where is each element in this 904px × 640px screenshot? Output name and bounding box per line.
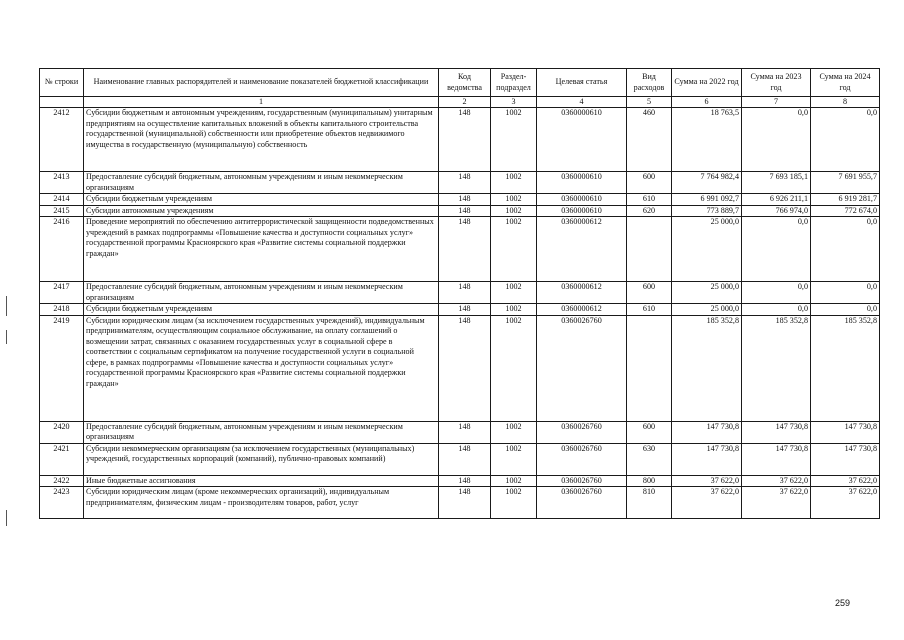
- expense-type: 630: [627, 443, 672, 475]
- amount-2022: 147 730,8: [672, 421, 742, 443]
- amount-2024: 0,0: [811, 217, 880, 282]
- table-row: [40, 487, 880, 519]
- target-article: 0360026760: [537, 315, 627, 421]
- department-code: 148: [439, 475, 491, 487]
- department-code: 148: [439, 282, 491, 304]
- amount-2024: 0,0: [811, 108, 880, 172]
- row-number: 2420: [40, 421, 84, 443]
- column-number: 2: [439, 97, 491, 108]
- amount-2023: 147 730,8: [742, 421, 811, 443]
- amount-2022: 37 622,0: [672, 487, 742, 519]
- margin-mark: [6, 296, 7, 316]
- row-number: 2414: [40, 194, 84, 206]
- row-number: 2419: [40, 315, 84, 421]
- expense-type: [627, 217, 672, 282]
- department-code: 148: [439, 205, 491, 217]
- amount-2024: 6 919 281,7: [811, 194, 880, 206]
- amount-2022: 18 763,5: [672, 108, 742, 172]
- amount-2022: 6 991 092,7: [672, 194, 742, 206]
- budget-table: [39, 68, 880, 519]
- amount-2022: 25 000,0: [672, 304, 742, 316]
- expense-type: 610: [627, 304, 672, 316]
- amount-2024: 0,0: [811, 282, 880, 304]
- amount-2023: 37 622,0: [742, 475, 811, 487]
- amount-2024: 37 622,0: [811, 475, 880, 487]
- department-code: 148: [439, 217, 491, 282]
- margin-mark: [6, 330, 7, 344]
- table-row: [40, 108, 880, 172]
- expense-type: 600: [627, 282, 672, 304]
- margin-mark: [6, 510, 7, 526]
- amount-2022: 773 889,7: [672, 205, 742, 217]
- amount-2023: 37 622,0: [742, 487, 811, 519]
- row-number: 2417: [40, 282, 84, 304]
- amount-2024: 147 730,8: [811, 421, 880, 443]
- table-row: [40, 315, 880, 421]
- amount-2022: 7 764 982,4: [672, 172, 742, 194]
- table-body: [40, 108, 880, 519]
- row-number: 2423: [40, 487, 84, 519]
- amount-2024: 147 730,8: [811, 443, 880, 475]
- row-number: 2421: [40, 443, 84, 475]
- amount-2024: 0,0: [811, 304, 880, 316]
- table-row: [40, 194, 880, 206]
- column-number: 4: [537, 97, 627, 108]
- section-code: 1002: [491, 304, 537, 316]
- section-code: 1002: [491, 205, 537, 217]
- page-number: 259: [835, 598, 851, 608]
- row-number: 2416: [40, 217, 84, 282]
- row-name: Субсидии бюджетным учреждениям: [84, 194, 439, 206]
- target-article: 0360026760: [537, 443, 627, 475]
- table-row: [40, 421, 880, 443]
- table-row: [40, 304, 880, 316]
- table-row: [40, 205, 880, 217]
- amount-2022: 185 352,8: [672, 315, 742, 421]
- amount-2024: 772 674,0: [811, 205, 880, 217]
- target-article: 0360026760: [537, 487, 627, 519]
- department-code: 148: [439, 194, 491, 206]
- table-row: [40, 172, 880, 194]
- row-name: Субсидии юридическим лицам (кроме некоммерческих организаций), индивидуальным предпринимателям, физическим лицам - производителям товаров, работ, услуг: [84, 487, 439, 519]
- amount-2023: 7 693 185,1: [742, 172, 811, 194]
- amount-2022: 147 730,8: [672, 443, 742, 475]
- column-number: 6: [672, 97, 742, 108]
- amount-2022: 37 622,0: [672, 475, 742, 487]
- row-name: Предоставление субсидий бюджетным, автономным учреждениям и иным некоммерческим организациям: [84, 421, 439, 443]
- column-number: 1: [84, 97, 439, 108]
- amount-2023: 0,0: [742, 282, 811, 304]
- amount-2023: 147 730,8: [742, 443, 811, 475]
- amount-2023: 0,0: [742, 108, 811, 172]
- section-code: 1002: [491, 282, 537, 304]
- table-row: [40, 217, 880, 282]
- section-code: 1002: [491, 421, 537, 443]
- expense-type: 620: [627, 205, 672, 217]
- table-row: [40, 282, 880, 304]
- amount-2023: 6 926 211,1: [742, 194, 811, 206]
- section-code: 1002: [491, 315, 537, 421]
- amount-2023: 766 974,0: [742, 205, 811, 217]
- target-article: 0360026760: [537, 421, 627, 443]
- target-article: 0360000610: [537, 108, 627, 172]
- amount-2024: 7 691 955,7: [811, 172, 880, 194]
- target-article: 0360026760: [537, 475, 627, 487]
- column-header: Наименование главных распорядителей и наименование показателей бюджетной классификации: [84, 69, 439, 97]
- column-number: 8: [811, 97, 880, 108]
- department-code: 148: [439, 304, 491, 316]
- department-code: 148: [439, 315, 491, 421]
- expense-type: 600: [627, 172, 672, 194]
- department-code: 148: [439, 487, 491, 519]
- department-code: 148: [439, 443, 491, 475]
- row-name: Предоставление субсидий бюджетным, автономным учреждениям и иным некоммерческим организациям: [84, 172, 439, 194]
- target-article: 0360000612: [537, 282, 627, 304]
- department-code: 148: [439, 108, 491, 172]
- amount-2024: 185 352,8: [811, 315, 880, 421]
- column-header: Сумма на 2022 год: [672, 69, 742, 97]
- table-row: [40, 443, 880, 475]
- target-article: 0360000610: [537, 172, 627, 194]
- row-number: 2418: [40, 304, 84, 316]
- expense-type: 460: [627, 108, 672, 172]
- expense-type: 810: [627, 487, 672, 519]
- section-code: 1002: [491, 194, 537, 206]
- amount-2023: 185 352,8: [742, 315, 811, 421]
- expense-type: 600: [627, 421, 672, 443]
- department-code: 148: [439, 172, 491, 194]
- column-number: [40, 97, 84, 108]
- target-article: 0360000610: [537, 194, 627, 206]
- column-header: Сумма на 2023 год: [742, 69, 811, 97]
- section-code: 1002: [491, 475, 537, 487]
- amount-2023: 0,0: [742, 217, 811, 282]
- row-name: Субсидии бюджетным и автономным учреждениям, государственным (муниципальным) унитарным предприятиям на осуществление капитальных вложений в объекты капитального строительства государственной (муниципальной) собственности или приобретение объектов недвижимого имущества в государственную (муниципальную) собственность: [84, 108, 439, 172]
- column-number-row: [40, 97, 880, 108]
- amount-2022: 25 000,0: [672, 282, 742, 304]
- column-header: Сумма на 2024 год: [811, 69, 880, 97]
- target-article: 0360000612: [537, 217, 627, 282]
- target-article: 0360000610: [537, 205, 627, 217]
- column-header: Целевая статья: [537, 69, 627, 97]
- section-code: 1002: [491, 172, 537, 194]
- amount-2024: 37 622,0: [811, 487, 880, 519]
- section-code: 1002: [491, 217, 537, 282]
- column-number: 5: [627, 97, 672, 108]
- section-code: 1002: [491, 443, 537, 475]
- table-row: [40, 475, 880, 487]
- column-header: № строки: [40, 69, 84, 97]
- row-name: Субсидии некоммерческим организациям (за исключением государственных (муниципальных) учреждений, государственных корпораций (компаний), публично-правовых компаний): [84, 443, 439, 475]
- column-number: 3: [491, 97, 537, 108]
- row-name: Субсидии юридическим лицам (за исключением государственных учреждений), индивидуальным предпринимателям, осуществляющим социальное обслуживание, на оплату соглашений о возмещении затрат, связанных с оказанием государственных услуг в социальной сфере в соответствии с социальным сертификатом на получение государственной услуги в социальной сфере, в рамках подпрограммы «Повышение качества и доступности социальных услуг» государственной программы Красноярского края «Развитие системы социальной поддержки граждан»: [84, 315, 439, 421]
- row-name: Предоставление субсидий бюджетным, автономным учреждениям и иным некоммерческим организациям: [84, 282, 439, 304]
- row-name: Проведение мероприятий по обеспечению антитеррористической защищенности подведомственных учреждений в рамках подпрограммы «Повышение качества и доступности социальных услуг» государственной программы Красноярского края «Развитие системы социальной поддержки граждан»: [84, 217, 439, 282]
- row-name: Субсидии автономным учреждениям: [84, 205, 439, 217]
- header-row: [40, 69, 880, 97]
- column-header: Вид расходов: [627, 69, 672, 97]
- row-name: Субсидии бюджетным учреждениям: [84, 304, 439, 316]
- section-code: 1002: [491, 487, 537, 519]
- amount-2023: 0,0: [742, 304, 811, 316]
- department-code: 148: [439, 421, 491, 443]
- row-number: 2422: [40, 475, 84, 487]
- column-number: 7: [742, 97, 811, 108]
- section-code: 1002: [491, 108, 537, 172]
- column-header: Раздел-подраздел: [491, 69, 537, 97]
- expense-type: 610: [627, 194, 672, 206]
- target-article: 0360000612: [537, 304, 627, 316]
- row-number: 2415: [40, 205, 84, 217]
- column-header: Код ведомства: [439, 69, 491, 97]
- row-name: Иные бюджетные ассигнования: [84, 475, 439, 487]
- row-number: 2413: [40, 172, 84, 194]
- expense-type: 800: [627, 475, 672, 487]
- row-number: 2412: [40, 108, 84, 172]
- expense-type: [627, 315, 672, 421]
- amount-2022: 25 000,0: [672, 217, 742, 282]
